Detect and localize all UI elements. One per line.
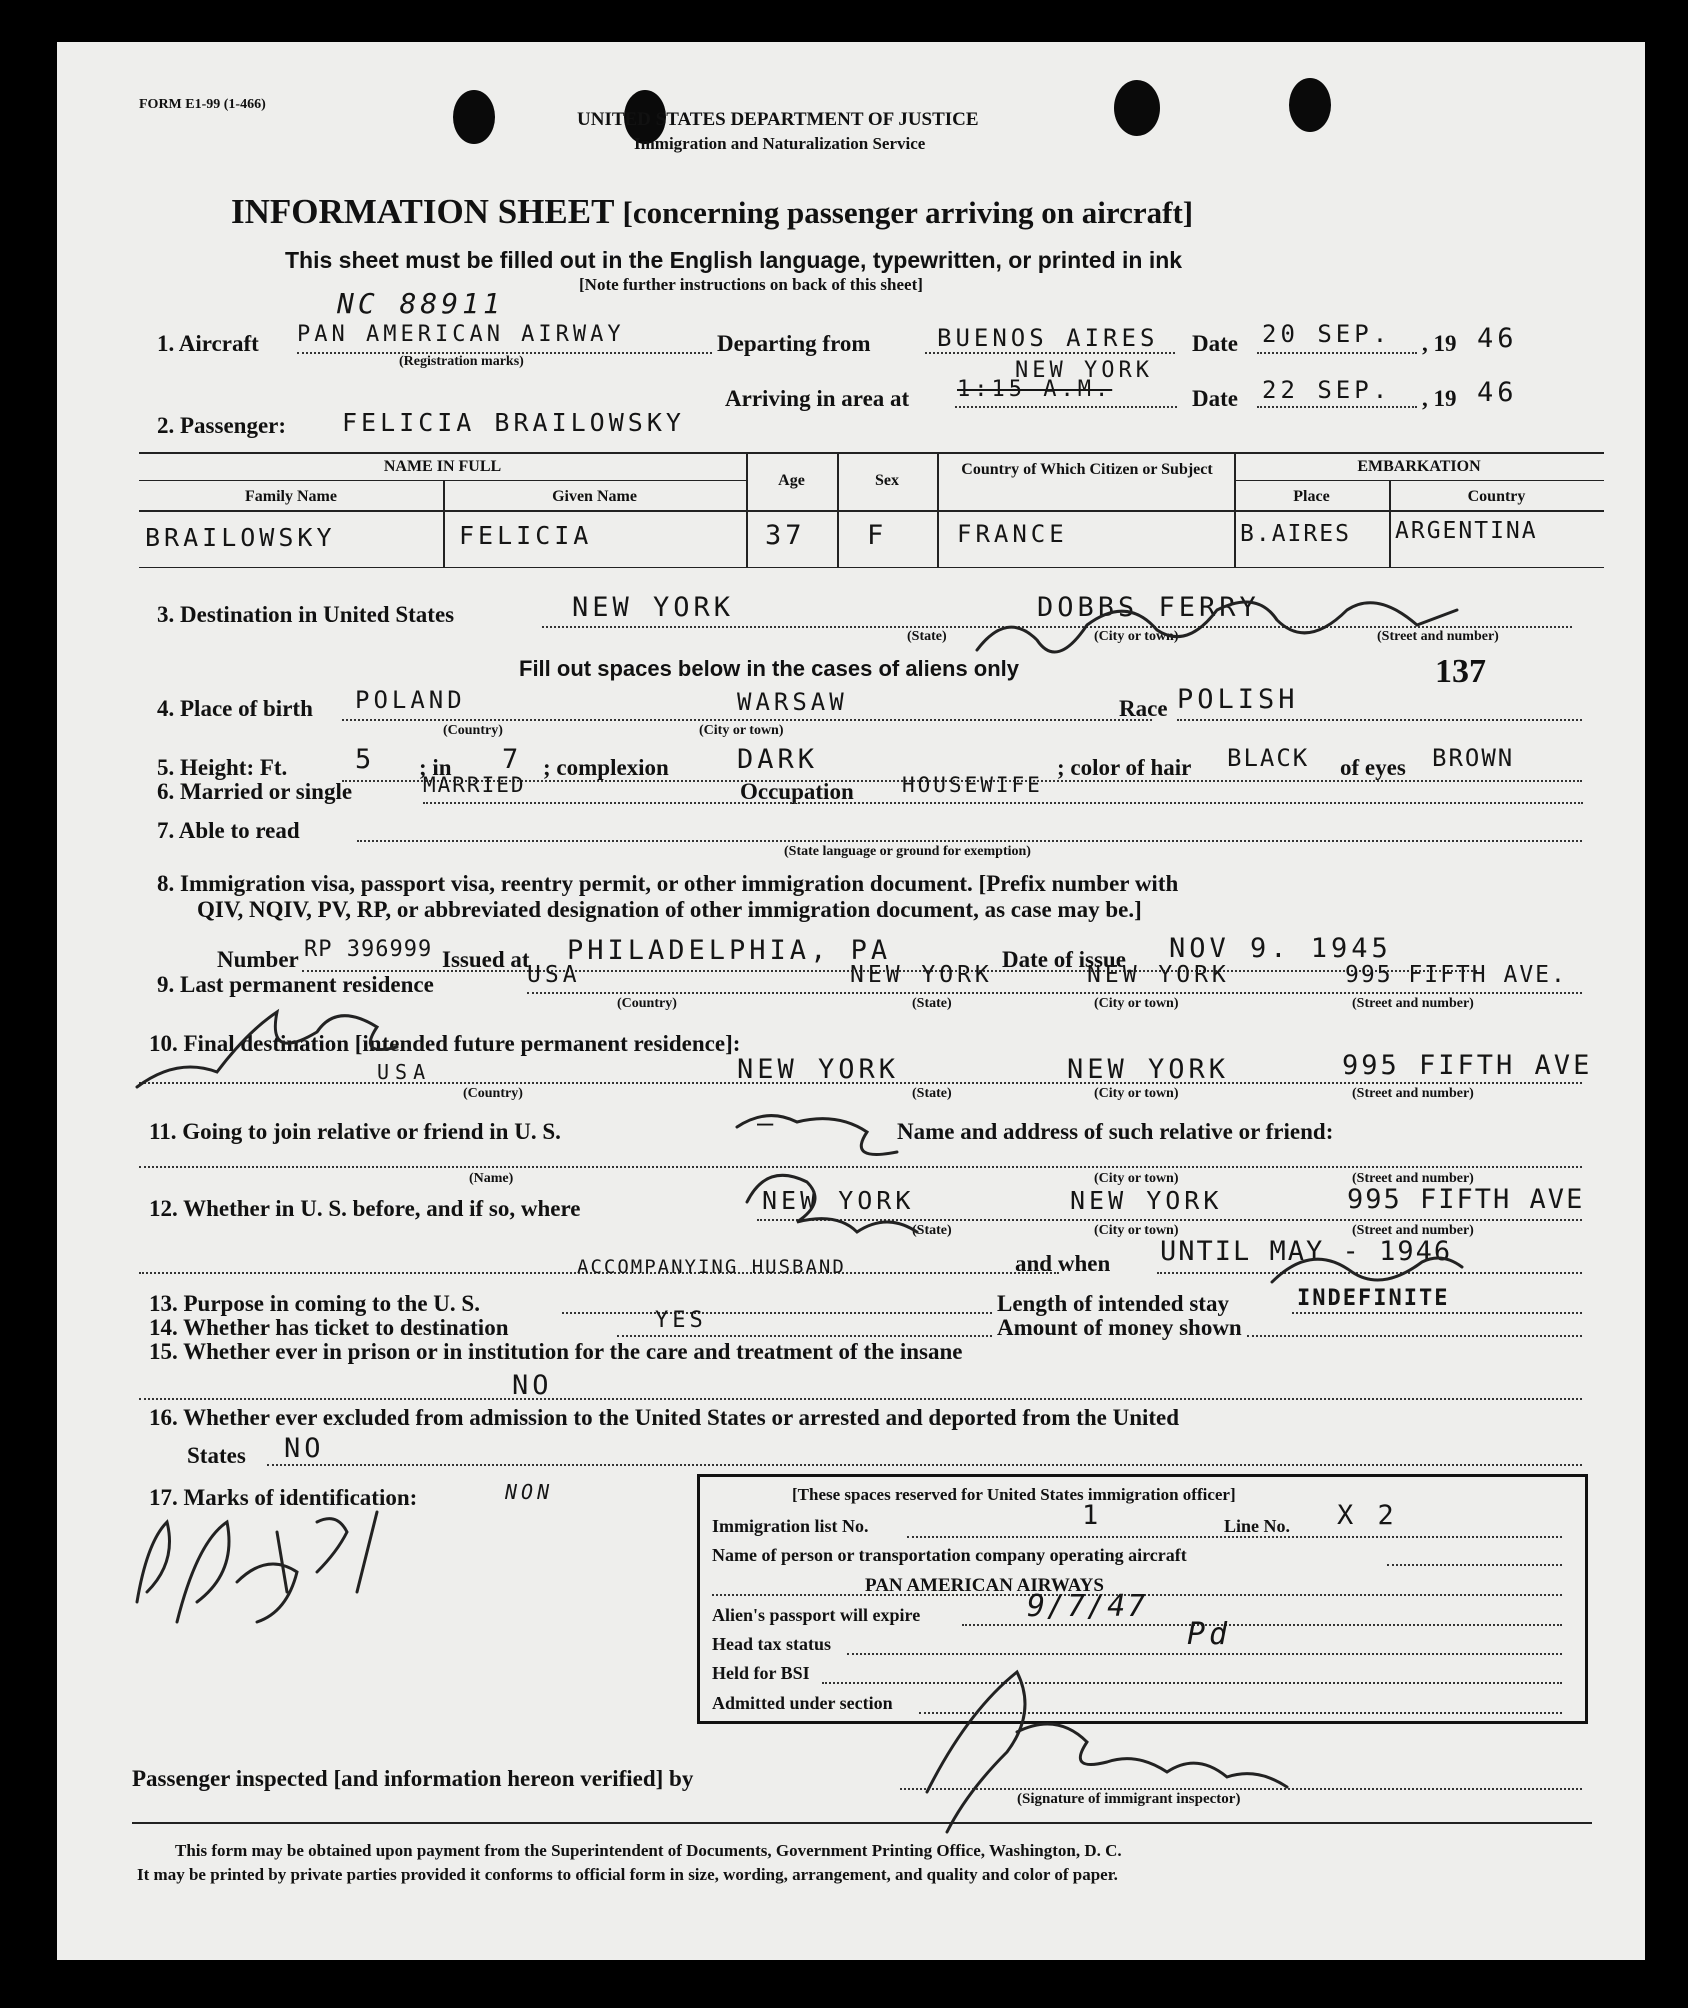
cap-state-3: (State) [907, 629, 947, 644]
cap-city-12: (City or town) [1094, 1223, 1179, 1238]
date-label: Date [1192, 331, 1238, 356]
issued-label: Issued at [442, 947, 530, 972]
race-label: Race [1119, 696, 1168, 721]
birth-city: WARSAW [737, 688, 848, 716]
arrival-place-value: NEW YORK [1015, 358, 1153, 383]
cap-street-9: (Street and number) [1352, 996, 1474, 1011]
cap-country-9: (Country) [617, 996, 677, 1011]
before-city: NEW YORK [1070, 1186, 1223, 1215]
married-label: 6. Married or single [157, 779, 353, 804]
th-family-name: Family Name [245, 488, 337, 505]
ticket-value: YES [655, 1308, 707, 1333]
scribble-item10 [137, 1012, 397, 1087]
cap-name-11: (Name) [469, 1171, 514, 1186]
form-sheet [57, 42, 1645, 1960]
cap-street-11: (Street and number) [1352, 1171, 1474, 1186]
inspected-label: Passenger inspected [and information hereon verified] by [132, 1766, 694, 1791]
aircraft-label: 1. Aircraft [157, 331, 259, 356]
height-in: 7 [502, 744, 523, 775]
cap-country-10: (Country) [463, 1086, 523, 1101]
passenger-label: 2. Passenger: [157, 413, 287, 438]
read-label: 7. Able to read [157, 818, 300, 843]
scribble-stay [1272, 1258, 1462, 1282]
arrive-date-value: 22 SEP. [1262, 376, 1392, 404]
destination-city: DOBBS FERRY [1037, 592, 1260, 623]
stay-label: Length of intended stay [997, 1291, 1229, 1316]
arrival-time-value: 1:15 A.M. [957, 377, 1113, 402]
cap-country-4: (Country) [443, 723, 503, 738]
cap-city-10: (City or town) [1094, 1086, 1179, 1101]
residence-city: NEW YORK [1087, 962, 1230, 988]
td-citizen: FRANCE [957, 520, 1068, 548]
money-label: Amount of money shown [997, 1315, 1242, 1340]
prison-label: 15. Whether ever in prison or in institution for the care and treatment of the insane [149, 1339, 963, 1364]
arriving-label: Arriving in area at [725, 386, 910, 411]
th-country: Country of Which Citizen or Subject [961, 461, 1213, 478]
aliens-note: Fill out spaces below in the cases of aliens only [519, 656, 1020, 681]
cap-state-9: (State) [912, 996, 952, 1011]
height-label: 5. Height: Ft. [157, 755, 288, 780]
final-country: USA [377, 1060, 432, 1084]
headtax-label: Head tax status [712, 1634, 832, 1654]
cap-city-9: (City or town) [1094, 996, 1179, 1011]
excluded-label-1: 16. Whether ever excluded from admission to the United States or arrested and deported from the United [149, 1405, 1180, 1430]
registration-value: NC 88911 [337, 287, 504, 320]
complexion-value: DARK [737, 744, 819, 775]
signature-caption: (Signature of immigrant inspector) [1017, 1791, 1241, 1807]
departing-value: BUENOS AIRES [937, 324, 1159, 352]
final-street: 995 FIFTH AVE [1342, 1050, 1593, 1081]
th-sex: Sex [875, 472, 899, 489]
td-place: B.AIRES [1240, 521, 1351, 547]
occupation-label: Occupation [740, 779, 854, 804]
scribble-dobbs-ferry [977, 602, 1457, 652]
aircraft-value: PAN AMERICAN AIRWAY [297, 322, 625, 347]
officer-box-title: [These spaces reserved for United States immigration officer] [792, 1485, 1236, 1504]
hair-label: ; color of hair [1057, 755, 1192, 780]
issue-date-label: Date of issue [1002, 947, 1126, 972]
destination-state: NEW YORK [572, 592, 735, 623]
destination-label: 3. Destination in United States [157, 602, 455, 627]
excluded-value: NO [284, 1433, 325, 1464]
depart-year-value: 46 [1477, 323, 1518, 354]
occupation-value: HOUSEWIFE [902, 773, 1043, 797]
ticket-label: 14. Whether has ticket to destination [149, 1315, 509, 1340]
td-age: 37 [765, 520, 806, 551]
th-place: Place [1293, 488, 1330, 505]
handwriting-marks [57, 42, 1645, 1960]
bsi-label: Held for BSI [712, 1663, 810, 1683]
scribble-ppt [137, 1512, 377, 1622]
excluded-label-2: States [187, 1443, 246, 1468]
scribble-item12 [737, 1116, 897, 1155]
final-state: NEW YORK [737, 1054, 900, 1085]
stay-value: INDEFINITE [1297, 1286, 1450, 1311]
birth-label: 4. Place of birth [157, 696, 313, 721]
cap-city-4: (City or town) [699, 723, 784, 738]
line-label: Line No. [1224, 1516, 1291, 1536]
td-given: FELICIA [459, 521, 593, 550]
th-name-in-full: NAME IN FULL [383, 458, 502, 475]
cap-city-11: (City or town) [1094, 1171, 1179, 1186]
arrive-date-label: Date [1192, 386, 1238, 411]
headtax-value: Pd [1187, 1617, 1232, 1652]
complexion-label: ; complexion [543, 755, 669, 780]
hair-value: BLACK [1227, 744, 1310, 772]
before-label: 12. Whether in U. S. before, and if so, where [149, 1196, 581, 1221]
department-heading: UNITED STATES DEPARTMENT OF JUSTICE [577, 109, 979, 130]
issue-date-value: NOV 9. 1945 [1169, 933, 1392, 964]
instruction-text: This sheet must be filled out in the English language, typewritten, or printed in ink [285, 247, 1183, 273]
line-no-value: X 2 [1337, 1500, 1398, 1531]
signature-inspector [927, 1672, 1287, 1832]
join-value: — [757, 1108, 778, 1139]
when-label: and when [1015, 1251, 1111, 1276]
residence-country: USA [527, 962, 581, 988]
admitted-label: Admitted under section [712, 1693, 893, 1713]
form-number: FORM E1-99 (1-466) [139, 97, 266, 112]
footer-line-1: This form may be obtained upon payment from the Superintendent of Documents, Government Printing Office, Washington, D. C. [175, 1841, 1122, 1860]
birth-country: POLAND [355, 686, 466, 714]
eyes-value: BROWN [1432, 744, 1515, 772]
before-street: 995 FIFTH AVE [1347, 1184, 1585, 1215]
footer-line-2: It may be printed by private parties provided it conforms to official form in size, wording, arrangement, and quality and color of paper. [137, 1865, 1118, 1884]
passenger-value: FELICIA BRAILOWSKY [342, 408, 685, 437]
join-label: 11. Going to join relative or friend in U. S. [149, 1119, 561, 1144]
company-label: Name of person or transportation company operating aircraft [712, 1545, 1187, 1565]
th-emb-country: Country [1467, 488, 1526, 505]
residence-street: 995 FIFTH AVE. [1345, 962, 1567, 988]
passport-value: 9/7/47 [1027, 1589, 1148, 1624]
arrive-year-prefix: , 19 [1422, 386, 1457, 411]
title-main: INFORMATION SHEET [231, 192, 614, 231]
in-label: ; in [419, 755, 452, 780]
list-no-value: 1 [1082, 1500, 1103, 1531]
year-prefix: , 19 [1422, 331, 1457, 356]
before-state: NEW YORK [762, 1186, 915, 1215]
departing-label: Departing from [717, 331, 871, 356]
visa-text-1: 8. Immigration visa, passport visa, reentry permit, or other immigration document. [Prefix number with [157, 871, 1179, 896]
cap-city-3: (City or town) [1094, 629, 1179, 644]
visa-text-2: QIV, NQIV, PV, RP, or abbreviated designation of other immigration document, as case may be.] [197, 897, 1142, 922]
marks-value: NON [505, 1480, 554, 1504]
residence-state: NEW YORK [850, 962, 993, 988]
th-embarkation: EMBARKATION [1357, 458, 1481, 475]
height-ft: 5 [355, 744, 376, 775]
marks-label: 17. Marks of identification: [149, 1485, 418, 1510]
cap-state-12: (State) [912, 1223, 952, 1238]
passport-label: Alien's passport will expire [712, 1605, 921, 1625]
residence-label: 9. Last permanent residence [157, 972, 434, 997]
stamp-number: 137 [1435, 653, 1486, 690]
depart-date-value: 20 SEP. [1262, 320, 1392, 348]
instruction-note: [Note further instructions on back of this sheet] [579, 275, 923, 294]
list-label: Immigration list No. [712, 1516, 869, 1536]
purpose-value: ACCOMPANYING HUSBAND [577, 1256, 846, 1278]
married-value: MARRIED [423, 773, 526, 797]
cap-street-10: (Street and number) [1352, 1086, 1474, 1101]
when-value: UNTIL MAY - 1946 [1160, 1236, 1453, 1267]
prison-value: NO [512, 1370, 553, 1401]
final-label: 10. Final destination [intended future permanent residence]: [149, 1031, 741, 1056]
td-sex: F [867, 520, 888, 551]
scribble-reside [747, 1175, 917, 1232]
cap-state-10: (State) [912, 1086, 952, 1101]
title-sub: [concerning passenger arriving on aircraft] [622, 195, 1194, 230]
th-age: Age [778, 472, 805, 489]
service-heading: Immigration and Naturalization Service [634, 134, 926, 153]
td-emb-country: ARGENTINA [1395, 518, 1538, 544]
registration-caption: (Registration marks) [399, 354, 524, 369]
cap-street-3: (Street and number) [1377, 629, 1499, 644]
race-value: POLISH [1177, 684, 1299, 715]
number-value: RP 396999 [304, 937, 433, 962]
th-given-name: Given Name [552, 488, 637, 505]
eyes-label: of eyes [1340, 755, 1406, 780]
company-value: PAN AMERICAN AIRWAYS [865, 1575, 1104, 1596]
arrive-year-value: 46 [1477, 377, 1518, 408]
issued-value: PHILADELPHIA, PA [567, 935, 892, 966]
purpose-label: 13. Purpose in coming to the U. S. [149, 1291, 480, 1316]
number-label: Number [217, 947, 299, 972]
final-city: NEW YORK [1067, 1054, 1230, 1085]
cap-street-12: (Street and number) [1352, 1223, 1474, 1238]
read-caption: (State language or ground for exemption) [784, 844, 1031, 859]
td-family: BRAILOWSKY [145, 523, 336, 552]
join-name-label: Name and address of such relative or friend: [897, 1119, 1334, 1144]
